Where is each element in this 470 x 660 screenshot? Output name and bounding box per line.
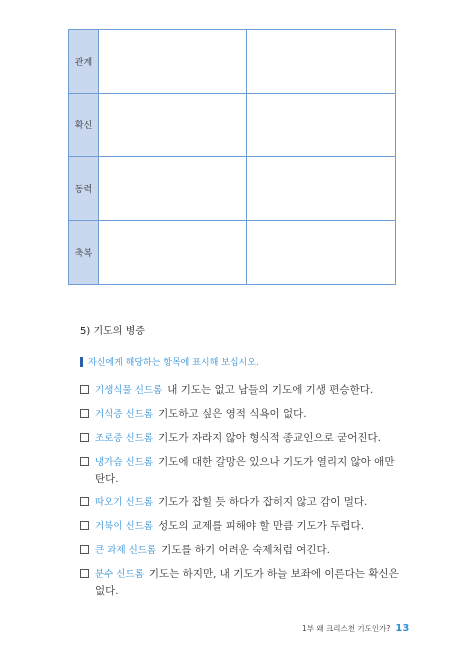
checkbox[interactable] (80, 409, 89, 418)
syndrome-term: 거식증 신드롬 (95, 409, 154, 420)
page-footer (302, 623, 409, 634)
instruction (80, 355, 259, 368)
table-cell[interactable] (247, 30, 395, 94)
list-item (80, 566, 400, 599)
syndrome-description: 기도하고 싶은 영적 식욕이 없다. (158, 408, 307, 420)
row-label-relationship: 관계 (69, 30, 99, 94)
list-item (80, 494, 400, 511)
list-item (80, 382, 400, 399)
checkbox[interactable] (80, 545, 89, 554)
table-cell[interactable] (99, 94, 247, 158)
instruction-marker (80, 357, 83, 367)
checkbox[interactable] (80, 433, 89, 442)
syndrome-description: 내 기도는 없고 남들의 기도에 기생 편승한다. (167, 384, 374, 396)
checklist (80, 382, 400, 606)
syndrome-term: 냉가슴 신드롬 (95, 457, 154, 468)
list-item (80, 542, 400, 559)
list-item (80, 454, 400, 487)
checkbox[interactable] (80, 497, 89, 506)
table-cell[interactable] (99, 221, 247, 285)
table-cell[interactable] (99, 30, 247, 94)
checkbox[interactable] (80, 569, 89, 578)
checkbox[interactable] (80, 521, 89, 530)
table-cell[interactable] (247, 221, 395, 285)
syndrome-description-continued: 없다. (95, 585, 119, 597)
syndrome-description: 기도는 하지만, 내 기도가 하늘 보좌에 이른다는 확신은 (148, 568, 399, 580)
syndrome-term: 조로증 신드롬 (95, 433, 154, 444)
checkbox[interactable] (80, 385, 89, 394)
table-cell[interactable] (99, 157, 247, 221)
syndrome-term: 따오기 신드롬 (95, 497, 154, 508)
syndrome-term: 거북이 신드롬 (95, 521, 154, 532)
page-number: 13 (395, 623, 410, 634)
syndrome-term: 분수 신드롬 (95, 569, 144, 580)
row-label-power: 동력 (69, 157, 99, 221)
row-label-assurance: 확신 (69, 94, 99, 158)
syndrome-description: 성도의 교제를 피해야 할 만큼 기도가 두렵다. (158, 520, 365, 532)
syndrome-description: 기도가 잡힐 듯 하다가 잡히지 않고 감이 멀다. (158, 496, 368, 508)
list-item (80, 518, 400, 535)
list-item (80, 406, 400, 423)
footer-chapter: 1부 왜 크리스천 기도인가? (302, 624, 391, 633)
instruction-text: 자신에게 해당하는 항목에 표시해 보십시오. (88, 358, 259, 368)
row-label-blessing: 축복 (69, 221, 99, 285)
list-item (80, 430, 400, 447)
syndrome-term: 큰 과제 신드롬 (95, 545, 157, 556)
reflection-table (68, 29, 396, 285)
table-cell[interactable] (247, 157, 395, 221)
syndrome-description: 기도에 대한 갈망은 있으나 기도가 열리지 않아 애만 (158, 456, 395, 468)
syndrome-description-continued: 탄다. (95, 473, 119, 485)
checkbox[interactable] (80, 457, 89, 466)
section-title: 5) 기도의 병증 (80, 326, 145, 337)
table-cell[interactable] (247, 94, 395, 158)
syndrome-description: 기도가 자라지 않아 형식적 종교인으로 굳어진다. (158, 432, 381, 444)
syndrome-description: 기도를 하기 어려운 숙제처럼 여긴다. (161, 544, 330, 556)
syndrome-term: 기생식물 신드롬 (95, 385, 163, 396)
